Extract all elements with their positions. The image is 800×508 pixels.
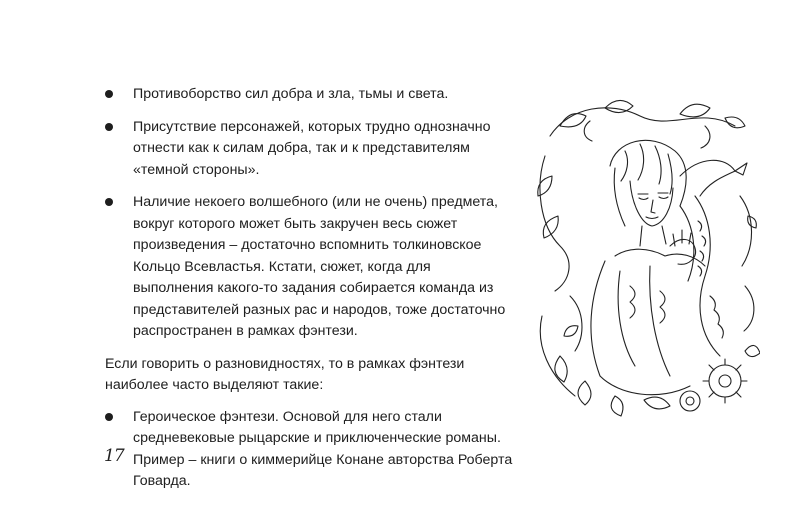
list-item-text: Героическое фэнтези. Основой для него стали средневековые рыцарские и приключенческие романы. Пример – книги о киммерийце Конане авторства Роберта Говарда. bbox=[133, 408, 513, 489]
bullet-icon bbox=[105, 90, 113, 98]
list-item bbox=[105, 192, 515, 343]
list-item-text: Наличие некоего волшебного (или не очень) предмета, вокруг которого может быть закручен весь сюжет произведения – достаточно вспомнить толкиновское Кольцо Всевластья. Кстати, сюжет, когда для выполнения какого-то задания собирается команда из представителей разных рас и народов, тоже достаточно распространен в рамках фэнтези. bbox=[133, 194, 506, 339]
bullet-icon bbox=[105, 198, 113, 206]
bullet-icon bbox=[105, 413, 113, 421]
fantasy-line-art-illustration-icon bbox=[530, 96, 760, 426]
text-column bbox=[105, 84, 515, 504]
bullet-icon bbox=[105, 123, 113, 131]
page-number: 17 bbox=[104, 446, 124, 466]
list-item-text: Противоборство сил добра и зла, тьмы и света. bbox=[133, 86, 449, 102]
list-item bbox=[105, 407, 515, 493]
list-item-text: Присутствие персонажей, которых трудно однозначно отнести как к силам добра, так и к представителям «темной стороны». bbox=[133, 118, 491, 178]
body-paragraph: Если говорить о разновидностях, то в рамках фэнтези наиболее часто выделяют такие: bbox=[105, 355, 465, 393]
list-item bbox=[105, 84, 515, 106]
list-item bbox=[105, 117, 515, 182]
